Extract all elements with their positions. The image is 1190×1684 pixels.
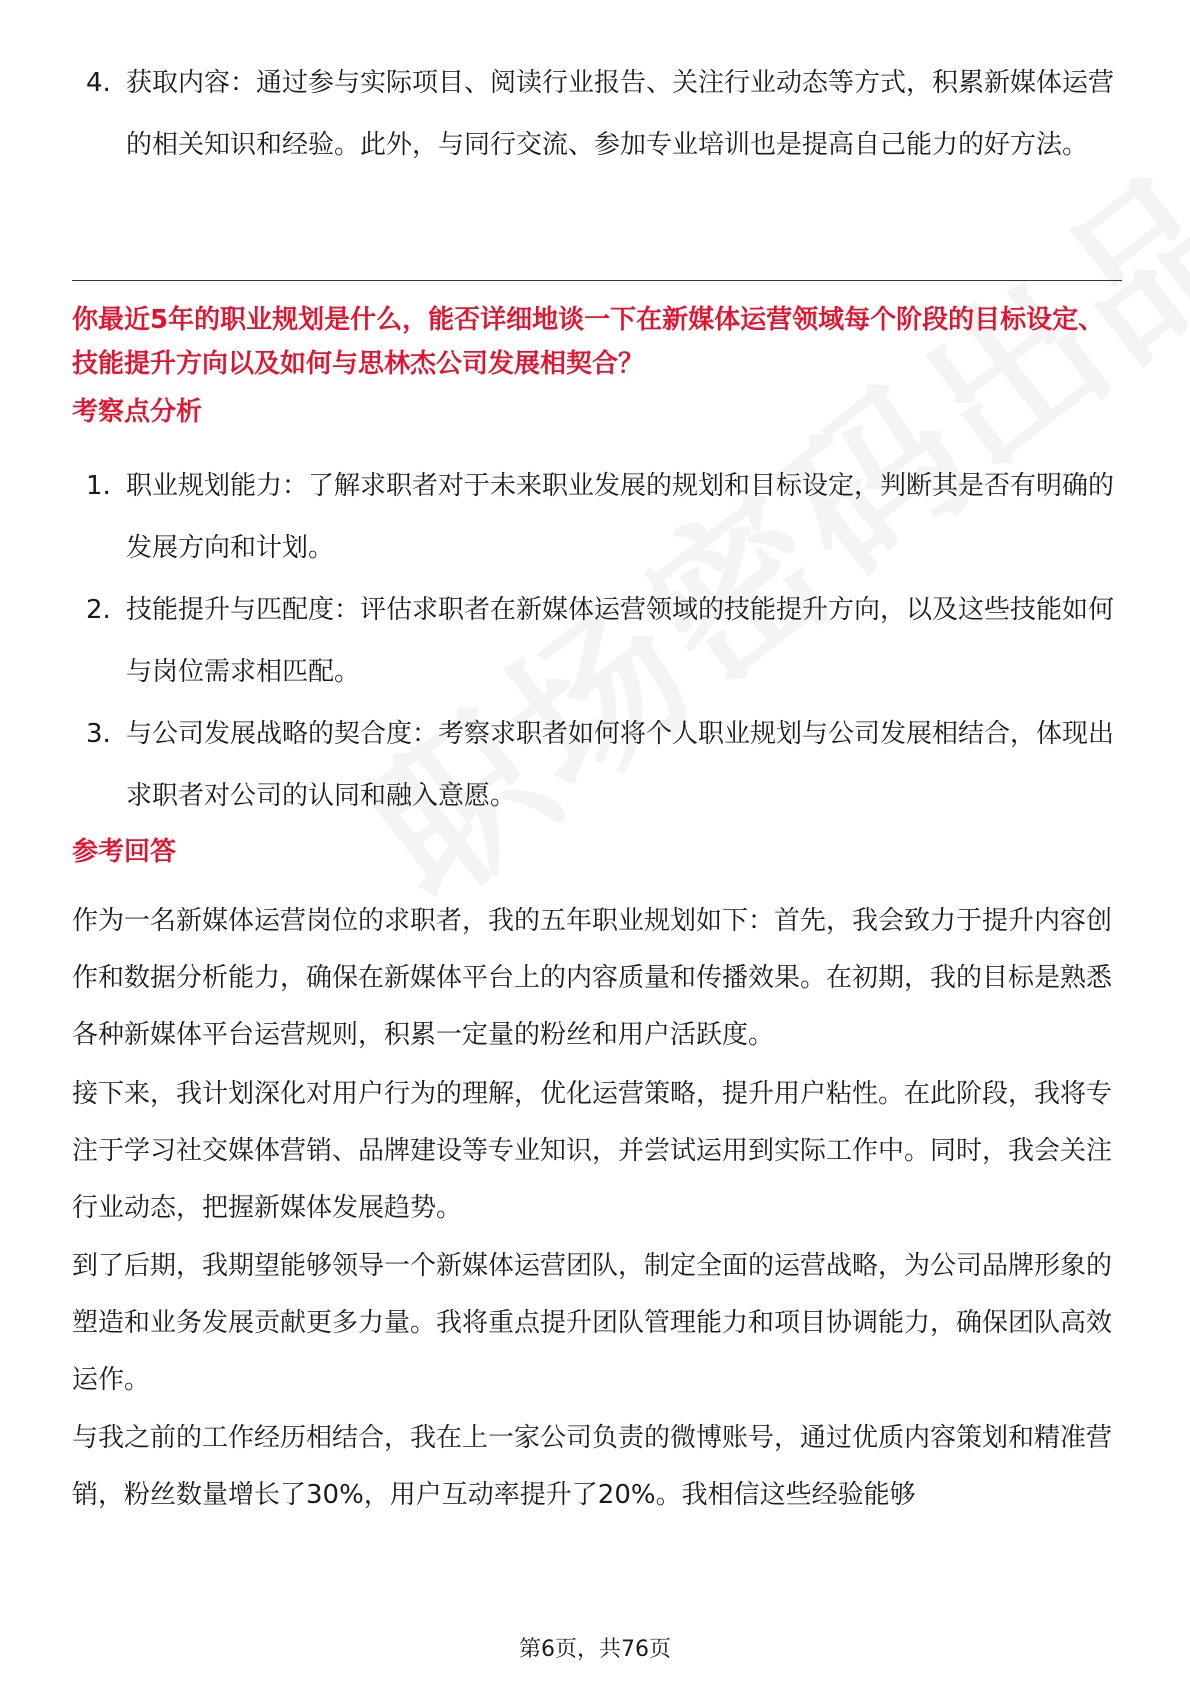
- question-title: 你最近5年的职业规划是什么，能否详细地谈一下在新媒体运营领域每个阶段的目标设定、技能提升方向以及如何与思林杰公司发展相契合？: [72, 305, 1105, 379]
- list-text: 职业规划能力：了解求职者对于未来职业发展的规划和目标设定，判断其是否有明确的发展方向和计划。: [126, 471, 1115, 563]
- answer-paragraph: 与我之前的工作经历相结合，我在上一家公司负责的微博账号，通过优质内容策划和精准营销，粉丝数量增长了30%，用户互动率提升了20%。我相信这些经验能够: [72, 1423, 1113, 1510]
- list-number: 4.: [86, 68, 111, 98]
- answer-paragraph: 到了后期，我期望能够领导一个新媒体运营团队，制定全面的运营战略，为公司品牌形象的塑造和业务发展贡献更多力量。我将重点提升团队管理能力和项目协调能力，确保团队高效运作。: [72, 1251, 1113, 1395]
- answer-heading: 参考回答: [72, 837, 177, 867]
- list-text: 与公司发展战略的契合度：考察求职者如何将个人职业规划与公司发展相结合，体现出求职者对公司的认同和融入意愿。: [126, 719, 1115, 811]
- list-number: 1.: [86, 471, 111, 501]
- top-list: [72, 52, 1122, 176]
- list-item: [72, 52, 1122, 176]
- answer-paragraph: 接下来，我计划深化对用户行为的理解，优化运营策略，提升用户粘性。在此阶段，我将专注于学习社交媒体营销、品牌建设等专业知识，并尝试运用到实际工作中。同时，我会关注行业动态，把握新媒体发展趋势。: [72, 1079, 1113, 1223]
- answer-paragraph: 作为一名新媒体运营岗位的求职者，我的五年职业规划如下：首先，我会致力于提升内容创作和数据分析能力，确保在新媒体平台上的内容质量和传播效果。在初期，我的目标是熟悉各种新媒体平台运营规则，积累一定量的粉丝和用户活跃度。: [72, 906, 1113, 1050]
- list-text: 获取内容：通过参与实际项目、阅读行业报告、关注行业动态等方式，积累新媒体运营的相关知识和经验。此外，与同行交流、参加专业培训也是提高自己能力的好方法。: [126, 68, 1115, 160]
- list-number: 3.: [86, 719, 111, 749]
- list-text: 技能提升与匹配度：评估求职者在新媒体运营领域的技能提升方向，以及这些技能如何与岗位需求相匹配。: [126, 595, 1115, 687]
- page-footer: 第6页，共76页: [519, 1637, 671, 1662]
- analysis-heading: 考察点分析: [72, 397, 203, 427]
- divider: [72, 280, 1122, 281]
- list-item: [72, 703, 1122, 827]
- list-item: [72, 579, 1122, 703]
- list-number: 2.: [86, 595, 111, 625]
- list-item: [72, 455, 1122, 579]
- analysis-list: [72, 455, 1122, 827]
